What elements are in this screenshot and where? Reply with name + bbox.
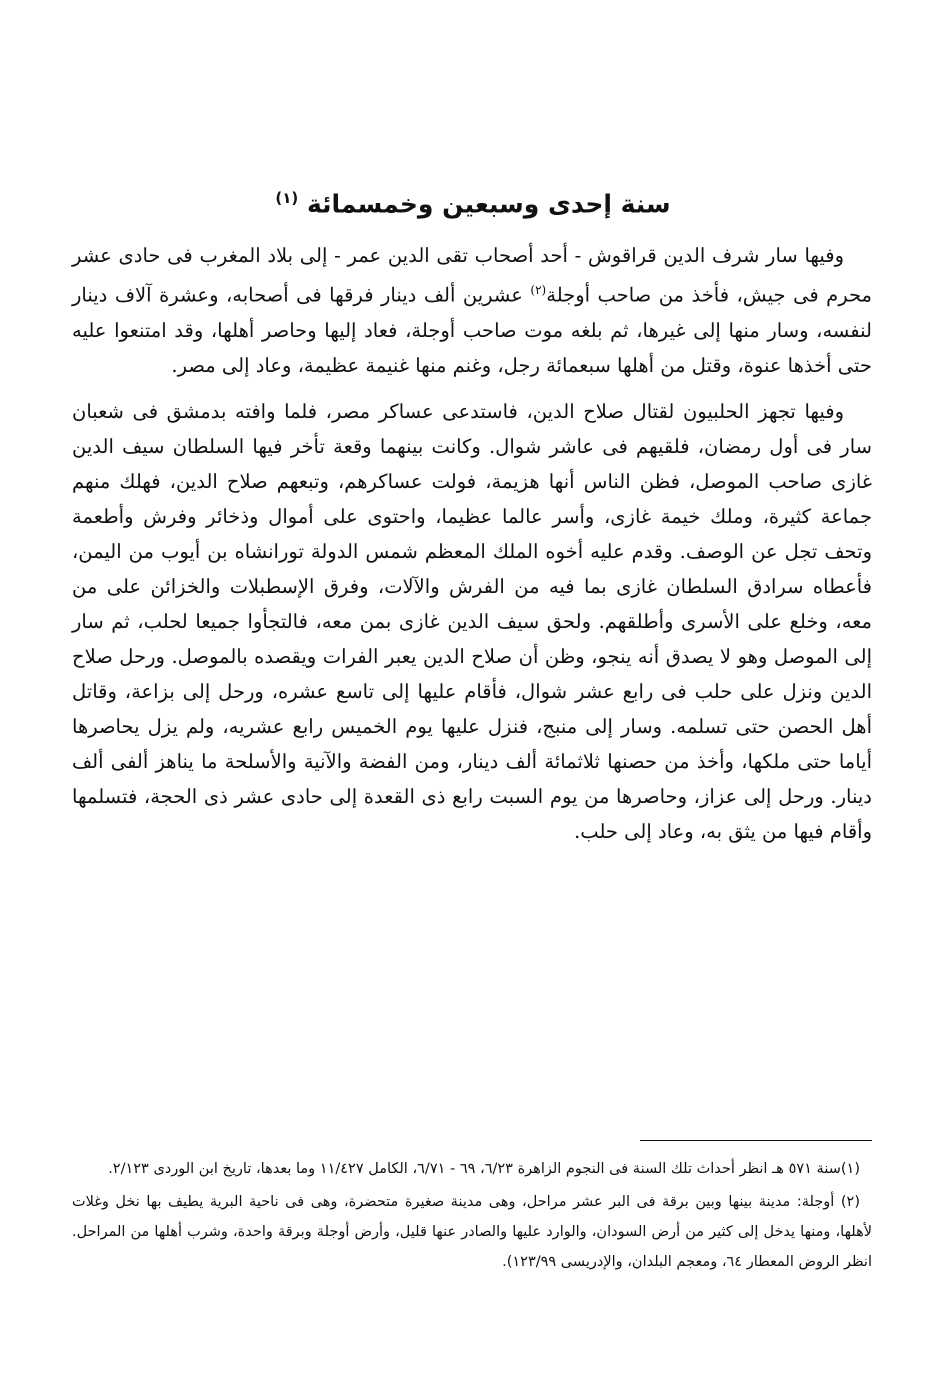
heading-footnote-ref: (١) — [275, 189, 299, 207]
footnote-2 — [72, 1187, 872, 1277]
footnote-1-marker: (١) — [840, 1161, 860, 1177]
footnote-separator — [640, 1140, 872, 1141]
paragraph-first — [72, 238, 872, 383]
main-text — [72, 238, 872, 849]
paragraph-first-part1: وفيها سار شرف الدين قراقوش - أحد أصحاب تقى الدين عمر - إلى بلاد المغرب فى حادى عشر محرم فى جيش، فأخذ من صاحب أوجلة — [72, 244, 872, 307]
footnote-2-text: أوجلة: مدينة بينها وبين برقة فى البر عشر مراحل، وهى مدينة صغيرة متحضرة، وهى فى ناحية البرية يطيف بها نخل وغلات لأهلها، ومنها يدخل إلى كثير من أرض السودان، والوارد عليها والصادر عنها قليل، وأرض أوجلة وبرقة واحدة، وشرب أهلها من المراحل. انظر الروض المعطار ٦٤، ومعجم البلدان، والإدريسى ١٢٣/٩٩). — [72, 1194, 872, 1270]
paragraph-first-part2: عشرين ألف دينار فرقها فى أصحابه، وعشرة آلاف دينار لنفسه، وسار منها إلى غيرها، ثم بلغه موت صاحب أوجلة، فعاد إليها وحاصر أهلها، وقد امتنعوا عليه حتى أخذها عنوة، وقتل من أهلها سبعمائة رجل، وغنم منها غنيمة عظيمة، وعاد إلى مصر. — [72, 283, 872, 377]
footnotes — [72, 1154, 872, 1277]
footnote-2-marker: (٢) — [840, 1194, 860, 1210]
footnote-ref-2: (٢) — [530, 283, 547, 297]
footnote-1 — [72, 1154, 872, 1184]
heading-title: سنة إحدى وسبعين وخمسمائة — [306, 189, 671, 219]
footnote-1-text: سنة ٥٧١ هـ انظر أحداث تلك السنة فى النجوم الزاهرة ٦/٢٣، ٦٩ - ٦/٧١، الكامل ١١/٤٢٧ وما بعدها، تاريخ ابن الوردى ٢/١٢٣. — [108, 1161, 841, 1177]
paragraph-second: وفيها تجهز الحلبيون لقتال صلاح الدين، فاستدعى عساكر مصر، فلما وافته بدمشق فى شعبان سار فى أول رمضان، فلقيهم فى عاشر شوال. وكانت بينهما وقعة تأخر فيها السلطان سيف الدين غازى صاحب الموصل، فظن الناس أنها هزيمة، فولت عساكرهم، وتبعهم صلاح الدين، فهلك منهم جماعة كثيرة، وملك خيمة غازى، وأسر عالما عظيما، واحتوى على أموال وذخائر وفرش وأطعمة وتحف تجل عن الوصف. وقدم عليه أخوه الملك المعظم شمس الدولة تورانشاه بن أيوب من اليمن، فأعطاه سرادق السلطان غازى بما فيه من الفرش والآلات، وفرق الإسطبلات والخزائن على من معه، وخلع على الأسرى وأطلقهم. ولحق سيف الدين غازى بمن معه، فالتجأوا جميعا لحلب، ثم سار إلى الموصل وهو لا يصدق أنه ينجو، وظن أن صلاح الدين يعبر الفرات ويقصده بالموصل. ورحل صلاح الدين ونزل على حلب فى رابع عشر شوال، فأقام عليها إلى تاسع عشره، ورحل إلى بزاعة، وقاتل أهل الحصن حتى تسلمه. وسار إلى منبج، فنزل عليها يوم الخميس رابع عشريه، ولم يزل يحاصرها أياما حتى ملكها، وأخذ من حصنها ثلاثمائة ألف دينار، ومن الفضة والآنية والأسلحة ما يناهز ألفى ألف دينار. ورحل إلى عزاز، وحاصرها من يوم السبت رابع ذى القعدة إلى حادى عشر ذى الحجة، فتسلمها وأقام فيها من يثق به، وعاد إلى حلب. — [72, 399, 872, 843]
chapter-heading — [0, 178, 946, 224]
